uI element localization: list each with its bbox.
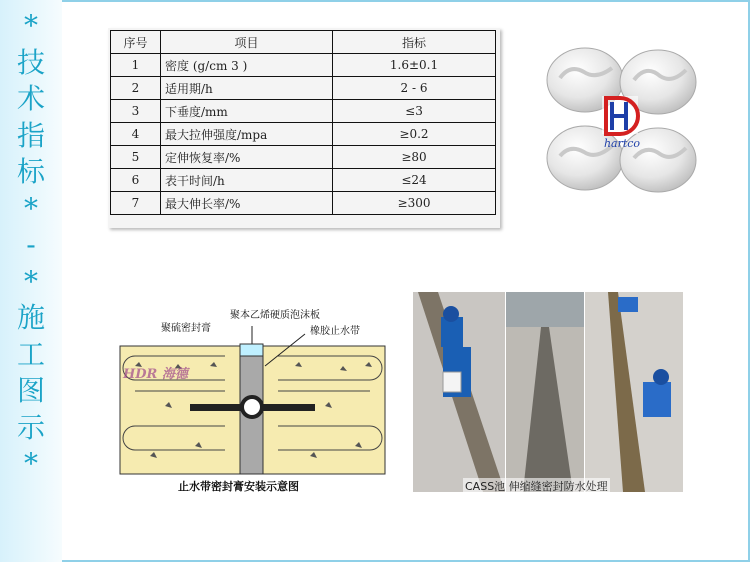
cell-index: 7 — [111, 192, 161, 215]
cell-item: 表干时间/h — [161, 169, 333, 192]
cell-index: 6 — [111, 169, 161, 192]
diagram-watermark: HDR 海德 — [123, 367, 188, 382]
sidebar-char: 施 — [16, 301, 45, 334]
sidebar-char: - — [26, 228, 36, 261]
sidebar-char: 指 — [16, 118, 45, 152]
table-row — [111, 77, 496, 100]
label-polysulfide: 聚硫密封膏 — [161, 323, 211, 334]
waterstop-bulb — [242, 397, 262, 417]
cell-item: 下垂度/mm — [161, 100, 333, 123]
table-row — [111, 54, 496, 77]
sidebar — [0, 0, 62, 562]
sealant — [240, 344, 263, 356]
sidebar-char: 图 — [16, 374, 45, 407]
table-row — [111, 146, 496, 169]
cell-index: 3 — [111, 100, 161, 123]
header-index: 序号 — [111, 31, 161, 54]
sidebar-char: 术 — [16, 82, 45, 115]
header-item: 项目 — [161, 31, 333, 54]
product-image — [540, 40, 700, 200]
sidebar-char: 标 — [16, 155, 45, 188]
cell-item: 最大拉伸强度/mpa — [161, 123, 333, 146]
cell-value: ≥80 — [333, 146, 496, 169]
photo-middle — [506, 292, 584, 492]
label-rubber-waterstop: 橡胶止水带 — [310, 326, 360, 337]
sidebar-char: * — [24, 264, 38, 298]
cell-index: 4 — [111, 123, 161, 146]
table-row — [111, 100, 496, 123]
cell-item: 定伸恢复率/% — [161, 146, 333, 169]
sidebar-char: * — [24, 191, 38, 225]
spec-table — [110, 30, 496, 215]
cell-value: ≤24 — [333, 169, 496, 192]
cell-value: 1.6±0.1 — [333, 54, 496, 77]
brand-logo — [602, 96, 638, 134]
sidebar-char: 示 — [16, 410, 45, 444]
cell-value: 2 - 6 — [333, 77, 496, 100]
diagram-title: 止水带密封膏安装示意图 — [178, 480, 299, 493]
installation-diagram — [115, 296, 390, 496]
cell-value: ≥0.2 — [333, 123, 496, 146]
sidebar-char: 工 — [16, 337, 45, 371]
table-row — [111, 192, 496, 215]
cell-item: 密度 (g/cm 3 ) — [161, 54, 333, 77]
cell-item: 适用期/h — [161, 77, 333, 100]
cell-value: ≤3 — [333, 100, 496, 123]
photo-caption: CASS池 伸缩缝密封防水处理 — [465, 480, 608, 493]
cell-index: 2 — [111, 77, 161, 100]
sidebar-char: * — [24, 447, 38, 480]
construction-photos — [413, 292, 683, 492]
cell-index: 5 — [111, 146, 161, 169]
photo-left — [413, 292, 505, 492]
table-row — [111, 123, 496, 146]
brand-name: hartco — [603, 137, 641, 150]
sidebar-char: 技 — [16, 45, 45, 79]
sidebar-char: * — [24, 9, 38, 42]
cell-value: ≥300 — [333, 192, 496, 215]
photo-right — [585, 292, 683, 492]
table-row — [111, 169, 496, 192]
vertical-title — [0, 8, 62, 483]
header-value: 指标 — [333, 31, 496, 54]
cell-item: 最大伸长率/% — [161, 192, 333, 215]
label-foam-board: 聚本乙烯硬质泡沫板 — [230, 310, 320, 321]
table-header-row — [111, 31, 496, 54]
cell-index: 1 — [111, 54, 161, 77]
